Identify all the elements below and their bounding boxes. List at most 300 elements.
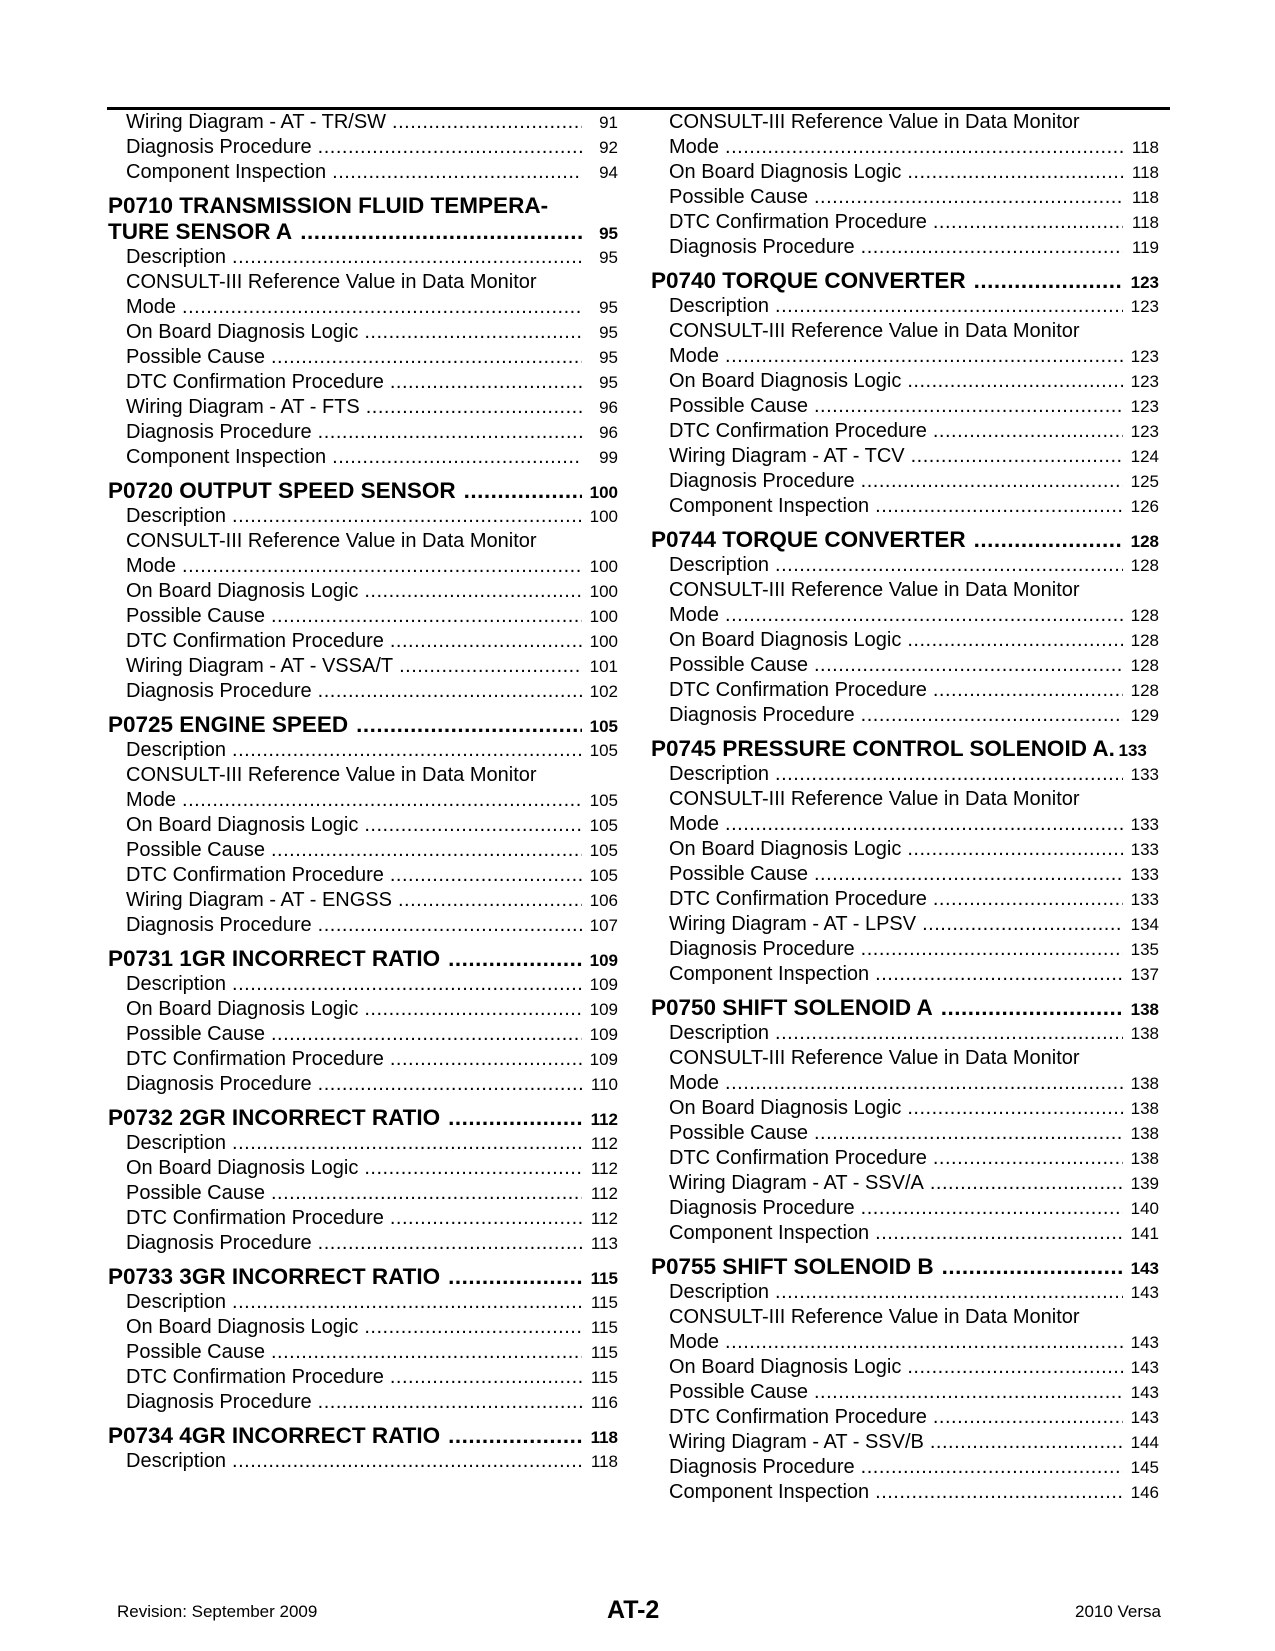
toc-entry[interactable] [651, 1221, 1159, 1246]
toc-entry[interactable] [651, 294, 1159, 319]
toc-entry-label: P0720 OUTPUT SPEED SENSOR [108, 478, 456, 503]
toc-entry-label: Wiring Diagram - AT - TCV [669, 445, 905, 467]
dot-leader [725, 812, 1123, 837]
toc-right-column [651, 110, 1159, 1505]
toc-entry-label: Diagnosis Procedure [669, 236, 855, 258]
toc-entry-label: Possible Cause [669, 395, 808, 417]
toc-entry[interactable] [651, 1380, 1159, 1405]
toc-section-heading[interactable] [108, 946, 618, 972]
toc-page-number: 145 [1130, 1458, 1159, 1477]
toc-section-heading[interactable] [651, 268, 1159, 294]
dot-leader [775, 294, 1123, 319]
toc-entry-label: Description [126, 246, 227, 268]
dot-leader [271, 838, 582, 863]
toc-entry-label: Mode [126, 555, 177, 577]
toc-entry[interactable] [651, 812, 1159, 837]
toc-entry-label: On Board Diagnosis Logic [126, 998, 359, 1020]
toc-entry-label: Diagnosis Procedure [126, 914, 312, 936]
dot-leader [318, 420, 582, 445]
toc-entry-label: Wiring Diagram - AT - FTS [126, 396, 360, 418]
toc-page-number: 143 [1130, 1333, 1159, 1352]
toc-entry[interactable] [651, 553, 1159, 578]
toc-entry[interactable] [651, 578, 1159, 603]
toc-page-number: 99 [599, 448, 618, 467]
dot-leader [725, 1071, 1123, 1096]
toc-entry[interactable] [108, 654, 618, 679]
toc-page-number: 115 [590, 1269, 618, 1288]
toc-entry[interactable] [651, 1455, 1159, 1480]
toc-section-heading[interactable] [651, 527, 1159, 553]
dot-leader [464, 478, 582, 504]
dot-leader [232, 1449, 582, 1474]
toc-entry-label: On Board Diagnosis Logic [126, 814, 359, 836]
dot-leader [775, 762, 1123, 787]
toc-page-number: 109 [589, 951, 618, 970]
toc-entry-label: On Board Diagnosis Logic [126, 1157, 359, 1179]
toc-entry-label: Possible Cause [669, 654, 808, 676]
toc-entry-label: P0744 TORQUE CONVERTER [651, 527, 966, 552]
toc-entry[interactable] [108, 1365, 618, 1390]
dot-leader [907, 160, 1123, 185]
dot-leader [364, 813, 582, 838]
toc-entry-label: Diagnosis Procedure [126, 1391, 312, 1413]
toc-entry[interactable] [108, 579, 618, 604]
toc-entry[interactable] [108, 1181, 618, 1206]
dot-leader [318, 1390, 582, 1415]
toc-page-number: 128 [1130, 532, 1159, 551]
toc-entry-label: On Board Diagnosis Logic [669, 629, 902, 651]
toc-entry[interactable] [108, 245, 618, 270]
footer-revision: Revision: September 2009 [117, 1602, 318, 1621]
dot-leader [861, 937, 1123, 962]
toc-entry-label: DTC Confirmation Procedure [126, 864, 384, 886]
dot-leader [271, 1340, 582, 1365]
toc-entry[interactable] [651, 887, 1159, 912]
toc-page-number: 109 [589, 1000, 618, 1019]
toc-page-number: 100 [589, 507, 618, 526]
dot-leader [875, 962, 1123, 987]
toc-entry[interactable] [651, 1046, 1159, 1071]
toc-entry[interactable] [108, 1047, 618, 1072]
dot-leader [318, 1072, 582, 1097]
toc-entry[interactable] [108, 1022, 618, 1047]
dot-leader [775, 553, 1123, 578]
toc-entry[interactable] [651, 235, 1159, 260]
dot-leader [300, 219, 582, 245]
toc-entry[interactable] [108, 838, 618, 863]
dot-leader [861, 1196, 1123, 1221]
toc-entry-label: On Board Diagnosis Logic [669, 1356, 902, 1378]
toc-entry[interactable] [651, 837, 1159, 862]
toc-page-number: 133 [1130, 865, 1159, 884]
dot-leader [448, 1105, 582, 1131]
dot-leader [974, 268, 1123, 294]
toc-entry[interactable] [651, 653, 1159, 678]
toc-page-number: 123 [1130, 297, 1159, 316]
toc-entry[interactable] [651, 1480, 1159, 1505]
toc-entry[interactable] [108, 295, 618, 320]
dot-leader [332, 445, 582, 470]
toc-entry[interactable] [108, 788, 618, 813]
toc-entry-label: Diagnosis Procedure [669, 1456, 855, 1478]
toc-page-number: 118 [590, 1428, 618, 1447]
toc-entry[interactable] [108, 863, 618, 888]
toc-entry[interactable] [108, 504, 618, 529]
toc-entry[interactable] [108, 1131, 618, 1156]
toc-entry[interactable] [108, 629, 618, 654]
toc-entry[interactable] [108, 529, 618, 554]
dot-leader [725, 344, 1123, 369]
toc-entry[interactable] [651, 937, 1159, 962]
toc-entry[interactable] [108, 604, 618, 629]
toc-entry[interactable] [651, 703, 1159, 728]
toc-entry[interactable] [651, 1146, 1159, 1171]
toc-entry[interactable] [651, 603, 1159, 628]
toc-entry[interactable] [108, 370, 618, 395]
toc-entry-label: Wiring Diagram - AT - SSV/A [669, 1172, 924, 1194]
toc-page-number: 138 [1130, 1149, 1159, 1168]
toc-entry[interactable] [108, 972, 618, 997]
toc-page-number: 146 [1130, 1483, 1159, 1502]
toc-section-heading[interactable] [108, 219, 618, 245]
toc-page-number: 92 [599, 138, 618, 157]
toc-entry[interactable] [108, 420, 618, 445]
dot-leader [271, 1181, 582, 1206]
toc-entry-label: Possible Cause [126, 1182, 265, 1204]
dot-leader [907, 1355, 1123, 1380]
toc-entry-label: Description [669, 295, 770, 317]
dot-leader [232, 972, 582, 997]
toc-entry[interactable] [651, 628, 1159, 653]
dot-leader [930, 1171, 1123, 1196]
dot-leader [448, 1423, 582, 1449]
dot-leader [271, 604, 582, 629]
toc-page-number: 141 [1130, 1224, 1159, 1243]
toc-section-heading[interactable] [108, 1423, 618, 1449]
toc-entry-label: DTC Confirmation Procedure [126, 371, 384, 393]
toc-entry-label: Possible Cause [669, 1122, 808, 1144]
dot-leader [933, 678, 1123, 703]
toc-entry-label: On Board Diagnosis Logic [669, 370, 902, 392]
toc-entry[interactable] [651, 444, 1159, 469]
toc-page-number: 118 [1131, 163, 1159, 182]
toc-page-number: 123 [1130, 372, 1159, 391]
toc-entry-label: Description [126, 1132, 227, 1154]
toc-entry[interactable] [108, 738, 618, 763]
dot-leader [182, 554, 582, 579]
toc-entry-label: Diagnosis Procedure [126, 136, 312, 158]
toc-entry-label: DTC Confirmation Procedure [126, 1048, 384, 1070]
dot-leader [814, 653, 1123, 678]
toc-entry[interactable] [108, 679, 618, 704]
toc-entry-label: DTC Confirmation Procedure [126, 1366, 384, 1388]
footer-model: 2010 Versa [1074, 1602, 1161, 1621]
dot-leader [356, 712, 582, 738]
toc-entry[interactable] [108, 1290, 618, 1315]
toc-page-number: 95 [599, 298, 618, 317]
toc-entry-label: P0734 4GR INCORRECT RATIO [108, 1423, 441, 1448]
toc-entry-label: On Board Diagnosis Logic [126, 580, 359, 602]
page-footer [0, 1596, 1275, 1628]
footer-page-number: AT-2 [607, 1596, 660, 1624]
toc-page-number: 139 [1130, 1174, 1159, 1193]
toc-page-number: 112 [590, 1209, 618, 1228]
toc-entry[interactable] [651, 1021, 1159, 1046]
toc-entry[interactable] [651, 110, 1159, 135]
dot-leader [399, 654, 582, 679]
toc-page-number: 109 [589, 975, 618, 994]
toc-entry-label: Description [126, 505, 227, 527]
toc-entry[interactable] [651, 912, 1159, 937]
toc-page-number: 123 [1130, 273, 1159, 292]
toc-entry[interactable] [108, 270, 618, 295]
toc-page-number: 128 [1130, 606, 1159, 625]
toc-page-number: 115 [590, 1343, 618, 1362]
toc-page-number: 113 [590, 1234, 618, 1253]
toc-entry[interactable] [651, 469, 1159, 494]
toc-entry-label: Wiring Diagram - AT - ENGSS [126, 889, 392, 911]
toc-entry-label: Possible Cause [126, 1341, 265, 1363]
toc-entry[interactable] [651, 1330, 1159, 1355]
toc-entry-label: P0750 SHIFT SOLENOID A [651, 995, 933, 1020]
toc-page-number: 123 [1130, 347, 1159, 366]
toc-entry-label: Mode [669, 604, 720, 626]
toc-entry-label: Mode [669, 1331, 720, 1353]
toc-entry-label: On Board Diagnosis Logic [126, 321, 359, 343]
toc-page-number: 128 [1130, 656, 1159, 675]
toc-entry[interactable] [108, 997, 618, 1022]
toc-entry-label: On Board Diagnosis Logic [126, 1316, 359, 1338]
toc-entry[interactable] [651, 1121, 1159, 1146]
toc-entry[interactable] [651, 494, 1159, 519]
toc-entry[interactable] [651, 962, 1159, 987]
toc-entry-label: Description [669, 554, 770, 576]
dot-leader [814, 1121, 1123, 1146]
dot-leader [364, 579, 582, 604]
dot-leader [922, 912, 1123, 937]
toc-entry[interactable] [651, 1280, 1159, 1305]
toc-section-heading[interactable] [108, 1264, 618, 1290]
toc-page-number: 124 [1130, 447, 1159, 466]
toc-page-number: 95 [599, 348, 618, 367]
toc-entry-label: P0745 PRESSURE CONTROL SOLENOID A. [651, 736, 1115, 761]
dot-leader [271, 345, 582, 370]
toc-page-number: 105 [589, 841, 618, 860]
toc-page-number: 116 [590, 1393, 618, 1412]
toc-entry[interactable] [108, 813, 618, 838]
toc-entry-label: Possible Cause [126, 605, 265, 627]
dot-leader [907, 1096, 1123, 1121]
toc-entry[interactable] [651, 787, 1159, 812]
toc-section-heading[interactable] [108, 712, 618, 738]
toc-entry[interactable] [651, 1355, 1159, 1380]
toc-entry[interactable] [651, 1071, 1159, 1096]
toc-entry[interactable] [108, 1206, 618, 1231]
toc-entry-label: DTC Confirmation Procedure [669, 1406, 927, 1428]
toc-page-number: 112 [590, 1159, 618, 1178]
dot-leader [332, 160, 582, 185]
toc-entry-label: Diagnosis Procedure [669, 938, 855, 960]
dot-leader [861, 235, 1123, 260]
toc-entry-label: Description [126, 1450, 227, 1472]
toc-page-number: 133 [1130, 840, 1159, 859]
dot-leader [875, 1221, 1123, 1246]
dot-leader [775, 1021, 1123, 1046]
toc-entry[interactable] [108, 1072, 618, 1097]
toc-entry[interactable] [651, 1430, 1159, 1455]
toc-entry[interactable] [108, 320, 618, 345]
toc-entry-label: Possible Cause [126, 346, 265, 368]
toc-entry-label: DTC Confirmation Procedure [669, 1147, 927, 1169]
toc-entry[interactable] [651, 319, 1159, 344]
toc-entry-label: Possible Cause [126, 1023, 265, 1045]
toc-entry-label: Component Inspection [126, 446, 327, 468]
toc-entry[interactable] [651, 1405, 1159, 1430]
dot-leader [390, 1365, 582, 1390]
toc-page-number: 143 [1130, 1408, 1159, 1427]
toc-page-number: 109 [589, 1050, 618, 1069]
dot-leader [933, 419, 1123, 444]
toc-page-number: 126 [1130, 497, 1159, 516]
toc-entry[interactable] [651, 1305, 1159, 1330]
dot-leader [232, 738, 582, 763]
toc-entry[interactable] [108, 554, 618, 579]
dot-leader [318, 913, 582, 938]
dot-leader [271, 1022, 582, 1047]
toc-page-number: 105 [589, 741, 618, 760]
toc-entry[interactable] [651, 210, 1159, 235]
toc-entry-label: P0733 3GR INCORRECT RATIO [108, 1264, 441, 1289]
toc-entry[interactable] [108, 110, 618, 135]
toc-entry[interactable] [108, 135, 618, 160]
toc-page-number: 112 [590, 1134, 618, 1153]
toc-entry[interactable] [651, 419, 1159, 444]
toc-page-number: 129 [1130, 706, 1159, 725]
toc-entry-label: CONSULT-III Reference Value in Data Monitor [669, 111, 1080, 133]
toc-entry[interactable] [108, 445, 618, 470]
toc-entry[interactable] [651, 135, 1159, 160]
toc-entry-label: Description [126, 739, 227, 761]
toc-entry[interactable] [651, 369, 1159, 394]
toc-page-number: 118 [1131, 138, 1159, 157]
toc-entry[interactable] [108, 913, 618, 938]
toc-entry-label: DTC Confirmation Procedure [669, 211, 927, 233]
toc-page-number: 102 [589, 682, 618, 701]
toc-entry-label: Diagnosis Procedure [669, 1197, 855, 1219]
toc-entry[interactable] [651, 185, 1159, 210]
toc-section-heading[interactable] [651, 1254, 1159, 1280]
toc-entry-label: CONSULT-III Reference Value in Data Monitor [669, 788, 1080, 810]
toc-entry-label: Description [669, 763, 770, 785]
dot-leader [907, 628, 1123, 653]
toc-entry[interactable] [651, 862, 1159, 887]
toc-entry-label: DTC Confirmation Procedure [126, 630, 384, 652]
dot-leader [930, 1430, 1123, 1455]
toc-page-number: 109 [589, 1025, 618, 1044]
toc-entry-label: Possible Cause [669, 863, 808, 885]
toc-entry[interactable] [651, 1171, 1159, 1196]
toc-entry-label: Wiring Diagram - AT - SSV/B [669, 1431, 924, 1453]
dot-leader [875, 1480, 1123, 1505]
toc-entry-label: Component Inspection [669, 1481, 870, 1503]
toc-entry[interactable] [108, 345, 618, 370]
dot-leader [182, 295, 582, 320]
toc-entry-label: Component Inspection [669, 963, 870, 985]
dot-leader [911, 444, 1123, 469]
toc-entry[interactable] [108, 1390, 618, 1415]
toc-page-number: 144 [1130, 1433, 1159, 1452]
toc-section-heading[interactable] [108, 1105, 618, 1131]
toc-page-number: 133 [1130, 765, 1159, 784]
toc-entry[interactable] [108, 1231, 618, 1256]
toc-left-column [108, 110, 618, 1474]
dot-leader [775, 1280, 1123, 1305]
dot-leader [318, 1231, 582, 1256]
toc-entry[interactable] [108, 395, 618, 420]
toc-entry[interactable] [108, 888, 618, 913]
toc-entry-label: Description [126, 973, 227, 995]
toc-entry-label: Diagnosis Procedure [126, 1073, 312, 1095]
toc-section-heading[interactable] [651, 995, 1159, 1021]
toc-entry[interactable] [651, 762, 1159, 787]
toc-entry-label: On Board Diagnosis Logic [669, 838, 902, 860]
toc-page-number: 135 [1130, 940, 1159, 959]
toc-entry[interactable] [108, 1315, 618, 1340]
toc-page-number: 96 [599, 398, 618, 417]
toc-entry[interactable] [651, 160, 1159, 185]
toc-entry[interactable] [651, 394, 1159, 419]
toc-entry-label: P0755 SHIFT SOLENOID B [651, 1254, 934, 1279]
toc-entry-label: CONSULT-III Reference Value in Data Monitor [126, 271, 537, 293]
toc-entry-label: Component Inspection [126, 161, 327, 183]
toc-page-number: 95 [599, 323, 618, 342]
dot-leader [364, 320, 582, 345]
toc-section-heading[interactable] [108, 193, 618, 219]
toc-entry[interactable] [651, 1196, 1159, 1221]
dot-leader [942, 1254, 1123, 1280]
dot-leader [725, 603, 1123, 628]
toc-entry-label: Description [669, 1281, 770, 1303]
toc-page-number: 134 [1130, 915, 1159, 934]
toc-entry-label: P0725 ENGINE SPEED [108, 712, 349, 737]
toc-entry-label: Possible Cause [669, 186, 808, 208]
dot-leader [933, 887, 1123, 912]
toc-entry-label: Diagnosis Procedure [126, 680, 312, 702]
toc-entry[interactable] [651, 344, 1159, 369]
toc-entry-label: Possible Cause [669, 1381, 808, 1403]
toc-entry[interactable] [108, 1449, 618, 1474]
toc-section-heading[interactable] [651, 736, 1159, 762]
toc-page-number: 105 [589, 717, 618, 736]
toc-entry[interactable] [108, 763, 618, 788]
toc-entry[interactable] [108, 1156, 618, 1181]
dot-leader [814, 185, 1123, 210]
toc-entry-label: Description [669, 1022, 770, 1044]
dot-leader [907, 837, 1123, 862]
toc-entry-label: On Board Diagnosis Logic [669, 1097, 902, 1119]
toc-entry[interactable] [651, 678, 1159, 703]
toc-entry-label: Mode [126, 789, 177, 811]
dot-leader [390, 1047, 582, 1072]
toc-section-heading[interactable] [108, 478, 618, 504]
toc-entry[interactable] [651, 1096, 1159, 1121]
toc-entry-label: CONSULT-III Reference Value in Data Monitor [669, 1047, 1080, 1069]
toc-page-number: 100 [589, 483, 618, 502]
dot-leader [974, 527, 1123, 553]
toc-entry[interactable] [108, 1340, 618, 1365]
toc-entry[interactable] [108, 160, 618, 185]
toc-entry-label: CONSULT-III Reference Value in Data Monitor [126, 530, 537, 552]
